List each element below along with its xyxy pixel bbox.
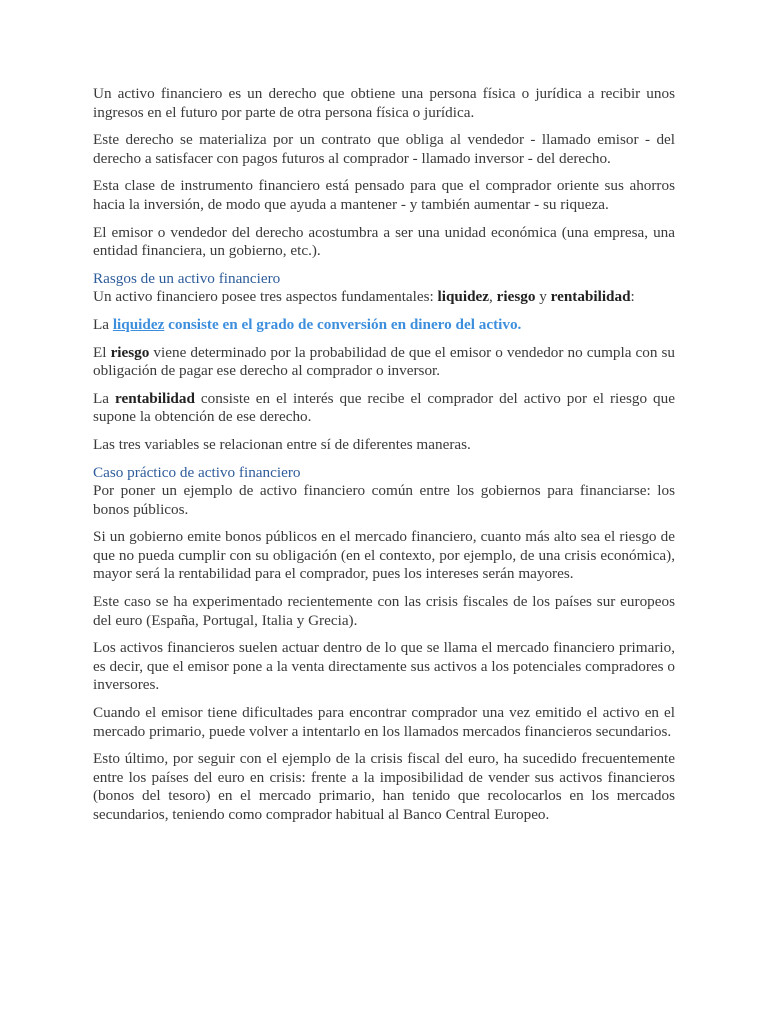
rentabilidad-pre: La [93,389,115,407]
paragraph-crisis-fiscal: Este caso se ha experimentado recientemente con las crisis fiscales de los países sur europeos del euro (España, Portugal, Italia y Grecia). [93,593,675,629]
term-rentabilidad: rentabilidad [550,288,631,306]
paragraph-definition: Un activo financiero es un derecho que obtiene una persona física o jurídica a recibir unos ingresos en el futuro por parte de otra persona física o jurídica. [93,85,675,121]
heading-caso-practico: Caso práctico de activo financiero [93,463,301,481]
paragraph-mercado-primario: Los activos financieros suelen actuar dentro de lo que se llama el mercado financiero primario, es decir, que el emisor pone a la venta directamente sus activos a los potenciales compradores o inversores. [93,639,675,694]
paragraph-riesgo [93,344,675,381]
liquidez-pre: La [93,315,113,333]
paragraph-purpose: Esta clase de instrumento financiero está pensado para que el comprador oriente sus ahorros hacia la inversión, de modo que ayuda a mantener - y también aumentar - su riqueza. [93,177,675,213]
aspects-sep-1: , [489,288,497,306]
aspects-intro: Un activo financiero posee tres aspectos fundamentales: [93,288,438,306]
aspects-sep-2: y [535,288,551,306]
riesgo-pre: El [93,343,111,361]
riesgo-term: riesgo [110,343,150,361]
document-page [93,85,675,834]
paragraph-liquidez [93,316,675,335]
rentabilidad-definition: consiste en el interés que recibe el comprador del activo por el riesgo que supone la obtención de ese derecho. [93,389,675,426]
paragraph-bonos: Por poner un ejemplo de activo financiero común entre los gobiernos para financiarse: los bonos públicos. [93,482,675,518]
paragraph-bce: Esto último, por seguir con el ejemplo de la crisis fiscal del euro, ha sucedido frecuentemente entre los países del euro en crisis: frente a la imposibilidad de vender sus activos financieros (bonos del tesoro) en el mercado primario, han tenido que recolocarlos en los mercados secundarios, teniendo como comprador habitual al Banco Central Europeo. [93,750,675,823]
paragraph-gobierno: Si un gobierno emite bonos públicos en el mercado financiero, cuanto más alto sea el riesgo de que no pueda cumplir con su obligación (en el contexto, por ejemplo, de una crisis económica), mayor será la rentabilidad para el comprador, pues los intereses serán mayores. [93,528,675,583]
rentabilidad-term: rentabilidad [115,389,195,407]
paragraph-contract: Este derecho se materializa por un contrato que obliga al vendedor - llamado emisor - del derecho a satisfacer con pagos futuros al comprador - llamado inversor - del derecho. [93,131,675,167]
paragraph-variables: Las tres variables se relacionan entre sí de diferentes maneras. [93,435,471,453]
liquidez-definition: consiste en el grado de conversión en dinero del activo. [164,315,522,333]
heading-rasgos: Rasgos de un activo financiero [93,269,281,287]
paragraph-aspects [93,288,675,307]
term-liquidez: liquidez [437,288,490,306]
paragraph-issuer: El emisor o vendedor del derecho acostumbra a ser una unidad económica (una empresa, una entidad financiera, un gobierno, etc.). [93,223,675,260]
aspects-end: : [630,288,635,306]
liquidez-link[interactable]: liquidez [112,315,165,333]
term-riesgo: riesgo [496,288,536,306]
paragraph-rentabilidad [93,390,675,427]
riesgo-definition: viene determinado por la probabilidad de que el emisor o vendedor no cumpla con su obligación de pagar ese derecho al comprador o inversor. [93,343,676,380]
paragraph-mercado-secundario: Cuando el emisor tiene dificultades para encontrar comprador una vez emitido el activo en el mercado primario, puede volver a intentarlo en los llamados mercados financieros secundarios. [93,704,675,740]
